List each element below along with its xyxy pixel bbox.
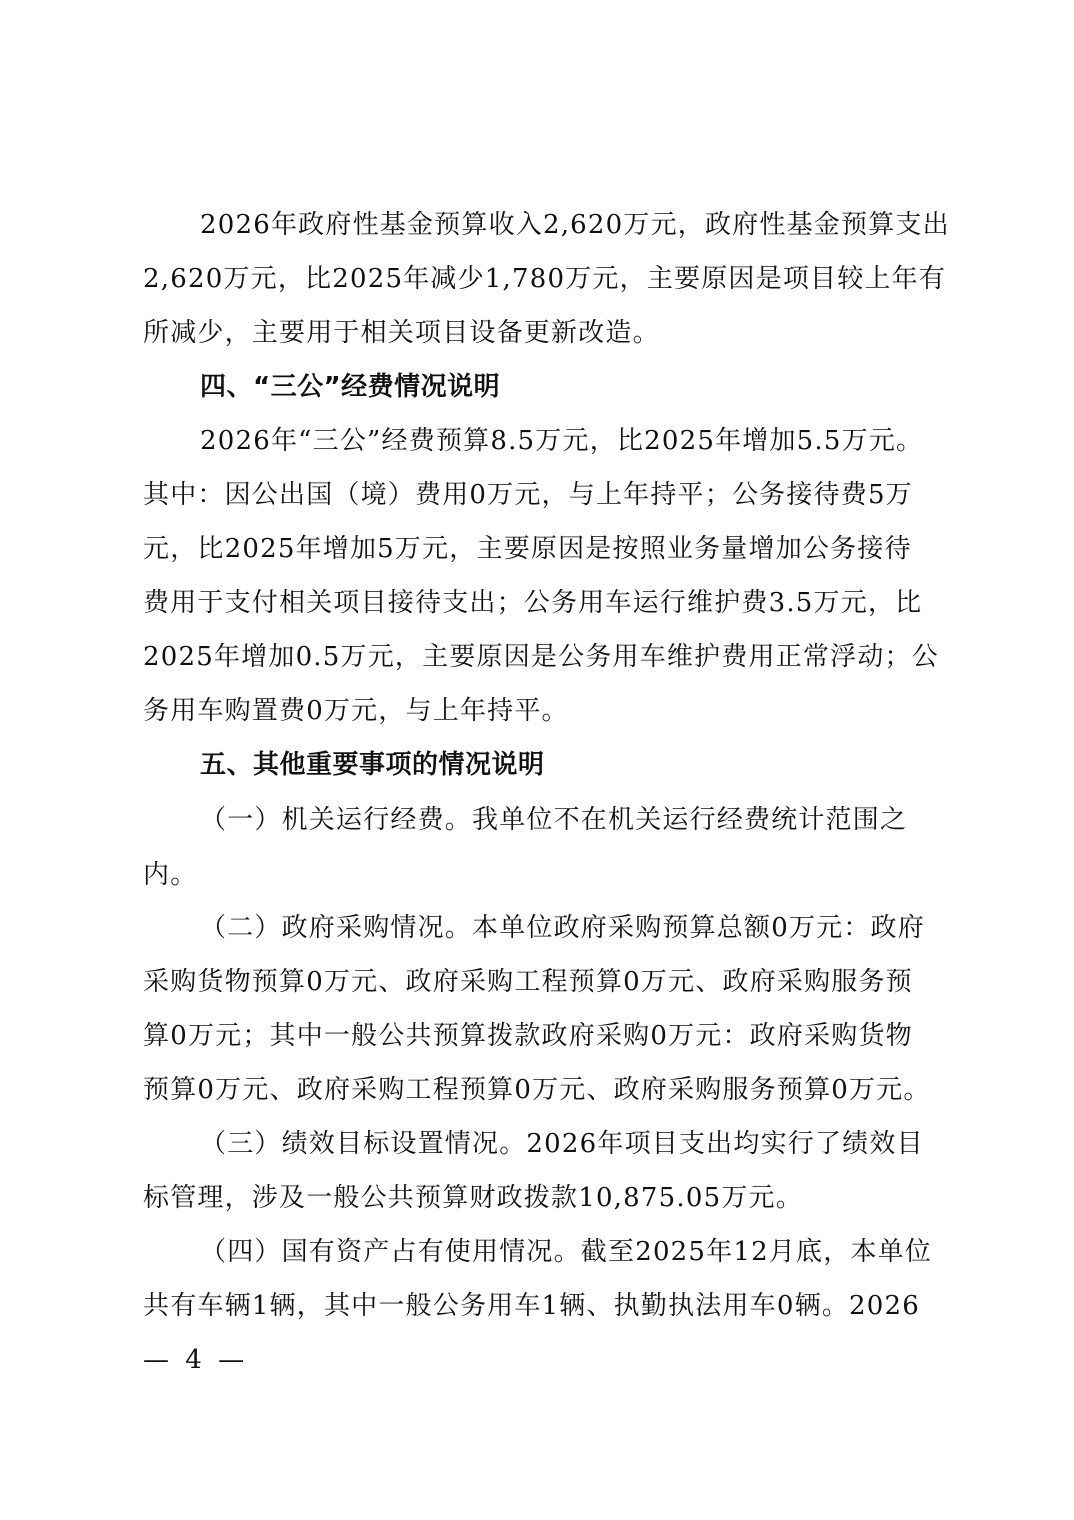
paragraph-line: 元，比2025年增加5万元，主要原因是按照业务量增加公务接待 xyxy=(143,534,912,564)
paragraph-line: 2,620万元，比2025年减少1,780万元，主要原因是项目较上年有 xyxy=(143,264,947,294)
paragraph-line: （四）国有资产占有使用情况。截至2025年12月底，本单位 xyxy=(200,1237,933,1267)
paragraph-line: 务用车购置费0万元，与上年持平。 xyxy=(143,696,569,726)
paragraph-line: 标管理，涉及一般公共预算财政拨款10,875.05万元。 xyxy=(143,1183,803,1213)
paragraph-line: 2026年“三公”经费预算8.5万元，比2025年增加5.5万元。 xyxy=(200,426,924,456)
paragraph-line: （二）政府采购情况。本单位政府采购预算总额0万元：政府 xyxy=(200,913,925,943)
section-heading-five: 五、其他重要事项的情况说明 xyxy=(200,750,545,780)
paragraph-line: （三）绩效目标设置情况。2026年项目支出均实行了绩效目 xyxy=(200,1129,924,1159)
paragraph-line: 内。 xyxy=(143,860,198,890)
paragraph-line: 2025年增加0.5万元，主要原因是公务用车维护费用正常浮动；公 xyxy=(143,642,939,672)
paragraph-line: 2026年政府性基金预算收入2,620万元，政府性基金预算支出 xyxy=(200,210,950,240)
paragraph-line: 预算0万元、政府采购工程预算0万元、政府采购服务预算0万元。 xyxy=(143,1075,931,1105)
section-heading-four: 四、“三公”经费情况说明 xyxy=(200,372,501,402)
paragraph-line: 共有车辆1辆，其中一般公务用车1辆、执勤执法用车0辆。2026 xyxy=(143,1291,920,1321)
paragraph-line: 所减少，主要用于相关项目设备更新改造。 xyxy=(143,318,660,348)
paragraph-line: 其中：因公出国（境）费用0万元，与上年持平；公务接待费5万 xyxy=(143,480,913,510)
page-number: — 4 — xyxy=(143,1345,249,1375)
paragraph-line: （一）机关运行经费。我单位不在机关运行经费统计范围之 xyxy=(200,805,908,835)
paragraph-line: 采购货物预算0万元、政府采购工程预算0万元、政府采购服务预 xyxy=(143,967,913,997)
paragraph-line: 费用于支付相关项目接待支出；公务用车运行维护费3.5万元，比 xyxy=(143,588,923,618)
paragraph-line: 算0万元；其中一般公共预算拨款政府采购0万元：政府采购货物 xyxy=(143,1021,913,1051)
